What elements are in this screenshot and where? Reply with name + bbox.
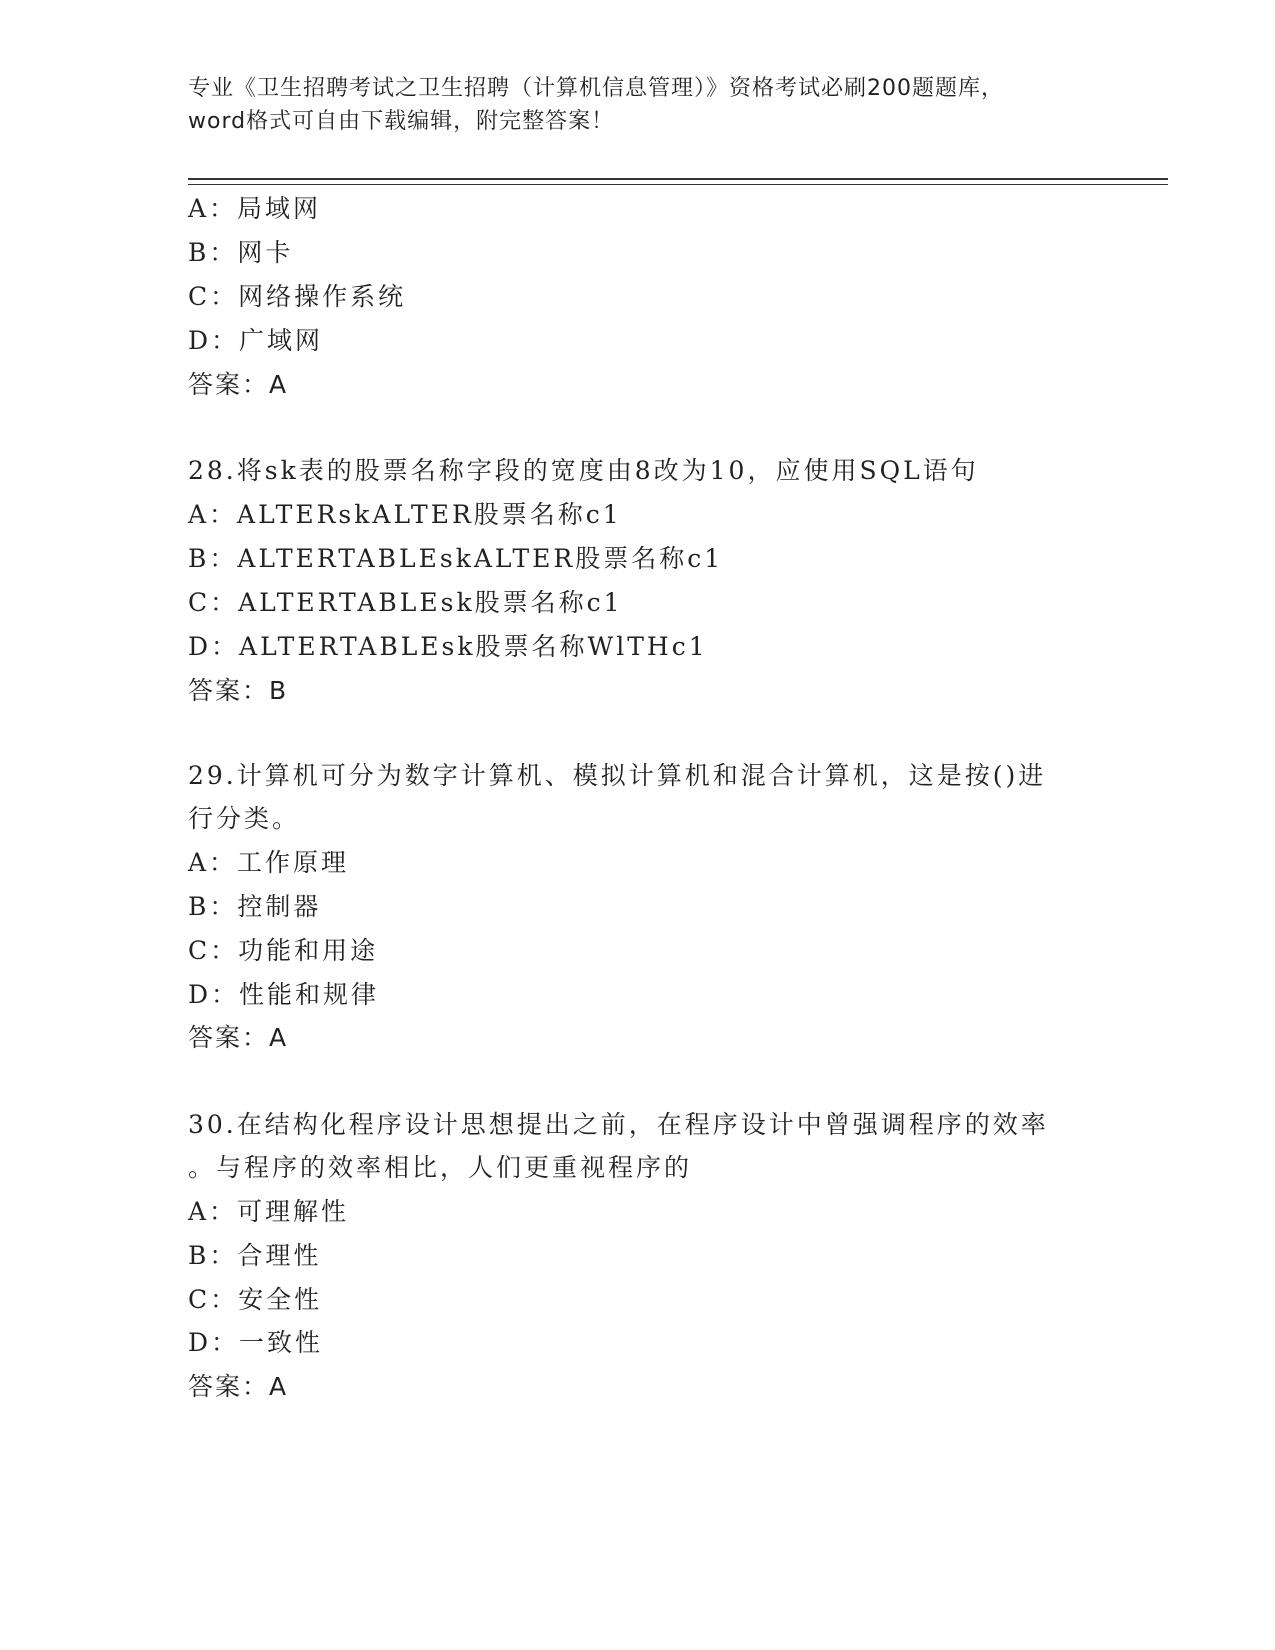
header-line-1: 专业《卫生招聘考试之卫生招聘（计算机信息管理）》资格考试必刷200题题库，	[188, 76, 1004, 101]
q28-answer: 答案：B	[188, 676, 289, 705]
header-divider-thick	[188, 178, 1168, 180]
q29-option-a: A：工作原理	[188, 848, 350, 877]
q29-option-d: D：性能和规律	[188, 980, 380, 1009]
q27-answer: 答案：A	[188, 370, 289, 399]
q28-option-b: B：ALTERTABLEskALTER股票名称c1	[188, 544, 724, 573]
q27-option-d: D：广域网	[188, 326, 324, 355]
q29-option-b: B：控制器	[188, 892, 322, 921]
document-header	[188, 72, 1088, 138]
header-divider-thin	[188, 184, 1168, 185]
q27-option-a: A：局域网	[188, 194, 322, 223]
q29-answer: 答案：A	[188, 1023, 289, 1052]
q29-option-c: C：功能和用途	[188, 936, 379, 965]
q30-option-c: C：安全性	[188, 1285, 323, 1314]
q28-option-d: D：ALTERTABLEsk股票名称WlTHc1	[188, 632, 708, 661]
q30-answer: 答案：A	[188, 1372, 289, 1401]
q30-question-line-2: 。与程序的效率相比，人们更重视程序的	[188, 1153, 693, 1182]
q30-question-line-1: 30.在结构化程序设计思想提出之前，在程序设计中曾强调程序的效率	[188, 1110, 1049, 1139]
q28-option-a: A：ALTERskALTER股票名称c1	[188, 500, 622, 529]
q30-option-b: B：合理性	[188, 1241, 322, 1270]
q28-question: 28.将sk表的股票名称字段的宽度由8改为10，应使用SQL语句	[188, 456, 979, 485]
q28-option-c: C：ALTERTABLEsk股票名称c1	[188, 588, 623, 617]
q30-option-a: A：可理解性	[188, 1197, 350, 1226]
q27-option-c: C：网络操作系统	[188, 282, 407, 311]
header-line-2: word格式可自由下载编辑，附完整答案！	[188, 109, 615, 134]
q29-question-line-2: 行分类。	[188, 804, 301, 833]
q27-option-b: B：网卡	[188, 238, 294, 267]
q29-question-line-1: 29.计算机可分为数字计算机、模拟计算机和混合计算机，这是按()进	[188, 761, 1047, 790]
q30-option-d: D：一致性	[188, 1328, 324, 1357]
